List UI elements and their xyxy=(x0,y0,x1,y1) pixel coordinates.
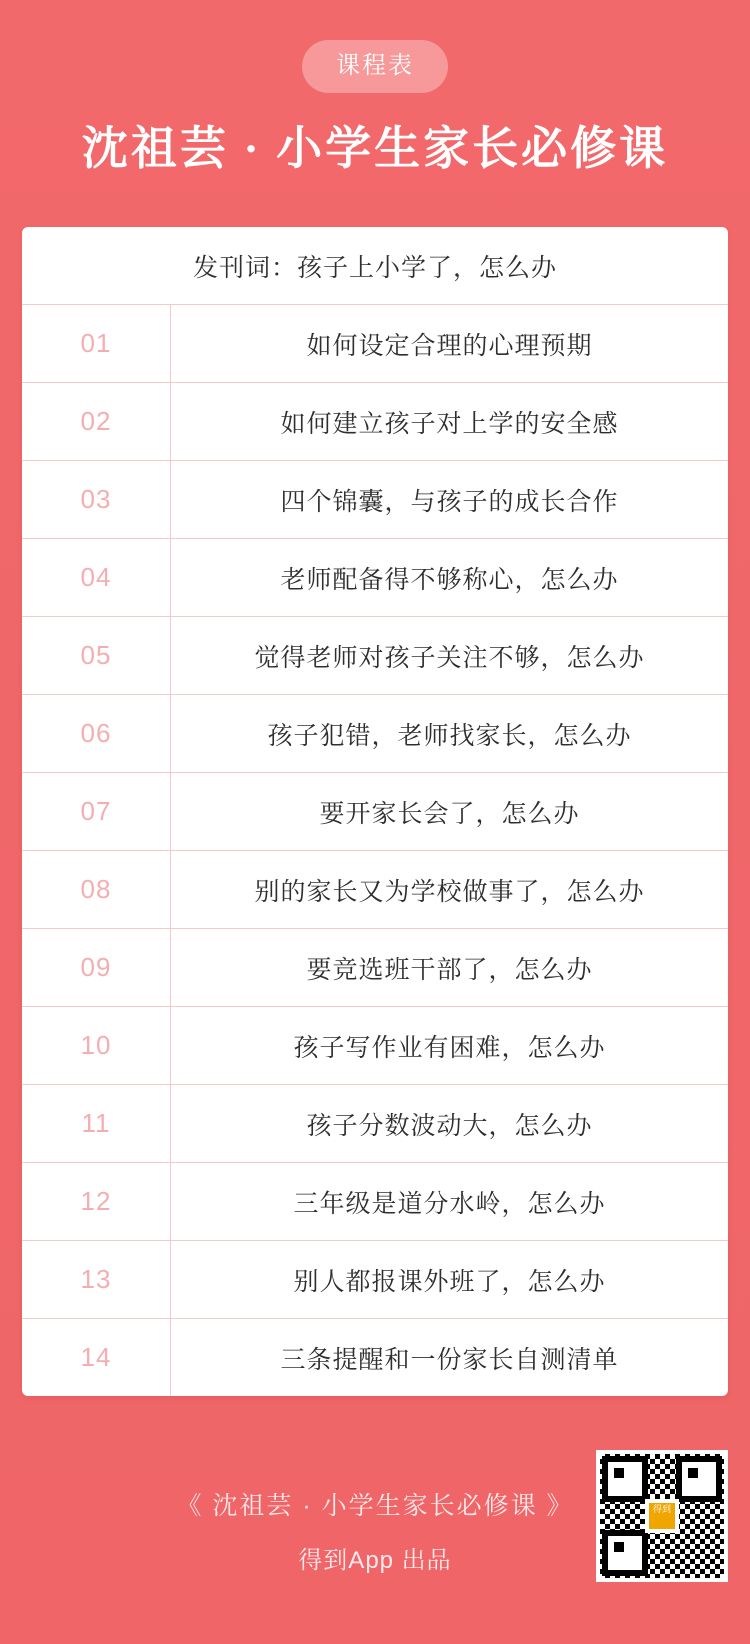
list-item[interactable] xyxy=(22,695,728,773)
list-item-number: 08 xyxy=(22,851,171,928)
list-item[interactable] xyxy=(22,383,728,461)
list-item-label: 三年级是道分水岭，怎么办 xyxy=(293,1189,606,1218)
footer-course-title: 《 沈祖芸 · 小学生家长必修课 》 xyxy=(176,1492,574,1520)
list-item[interactable] xyxy=(22,461,728,539)
list-item-label: 老师配备得不够称心，怎么办 xyxy=(280,565,619,594)
list-item[interactable] xyxy=(22,929,728,1007)
list-item-label: 四个锦囊，与孩子的成长合作 xyxy=(280,487,619,516)
list-item-number: 11 xyxy=(22,1085,171,1162)
list-item[interactable] xyxy=(22,1241,728,1319)
list-item-label: 要开家长会了，怎么办 xyxy=(319,799,580,828)
qr-code[interactable] xyxy=(596,1450,728,1582)
list-item-number: 12 xyxy=(22,1163,171,1240)
list-item-number: 05 xyxy=(22,617,171,694)
list-item-label: 别人都报课外班了，怎么办 xyxy=(293,1267,606,1296)
page-title: 沈祖芸 · 小学生家长必修课 xyxy=(81,123,669,174)
list-item-label: 别的家长又为学校做事了，怎么办 xyxy=(254,877,645,906)
list-item-label: 要竞选班干部了，怎么办 xyxy=(306,955,593,984)
list-item[interactable] xyxy=(22,851,728,929)
list-item-label: 觉得老师对孩子关注不够，怎么办 xyxy=(254,643,645,672)
list-item-number: 02 xyxy=(22,383,171,460)
list-item-number: 03 xyxy=(22,461,171,538)
qr-finder-icon xyxy=(602,1456,648,1502)
course-list-badge: 课程表 xyxy=(302,40,448,93)
list-item-label: 孩子犯错，老师找家长，怎么办 xyxy=(267,721,632,750)
qr-finder-icon xyxy=(602,1530,648,1576)
list-item[interactable] xyxy=(22,1163,728,1241)
preface-row[interactable]: 发刊词：孩子上小学了，怎么办 xyxy=(22,227,728,305)
list-item-label: 孩子写作业有困难，怎么办 xyxy=(293,1033,606,1062)
list-item[interactable] xyxy=(22,773,728,851)
qr-logo-icon xyxy=(645,1499,679,1533)
poster-footer xyxy=(0,1458,750,1608)
list-item-label: 如何设定合理的心理预期 xyxy=(306,331,593,360)
list-item-number: 10 xyxy=(22,1007,171,1084)
list-item-number: 09 xyxy=(22,929,171,1006)
list-item-number: 04 xyxy=(22,539,171,616)
list-item[interactable] xyxy=(22,1007,728,1085)
poster-header xyxy=(0,0,750,176)
list-item[interactable] xyxy=(22,305,728,383)
qr-finder-icon xyxy=(676,1456,722,1502)
list-item-number: 06 xyxy=(22,695,171,772)
list-item-label: 如何建立孩子对上学的安全感 xyxy=(280,409,619,438)
list-item-number: 01 xyxy=(22,305,171,382)
qr-code-pattern xyxy=(600,1454,724,1578)
list-item[interactable] xyxy=(22,617,728,695)
list-item[interactable] xyxy=(22,1085,728,1163)
list-item-number: 07 xyxy=(22,773,171,850)
list-item-label: 三条提醒和一份家长自测清单 xyxy=(280,1345,619,1374)
list-item-label: 孩子分数波动大，怎么办 xyxy=(306,1111,593,1140)
list-item-number: 14 xyxy=(22,1319,171,1396)
footer-publisher: 得到App 出品 xyxy=(298,1547,452,1574)
list-item[interactable] xyxy=(22,1319,728,1396)
list-item-number: 13 xyxy=(22,1241,171,1318)
qr-logo-label: 得到 xyxy=(649,1503,675,1529)
list-item[interactable] xyxy=(22,539,728,617)
course-list-card xyxy=(22,227,728,1396)
